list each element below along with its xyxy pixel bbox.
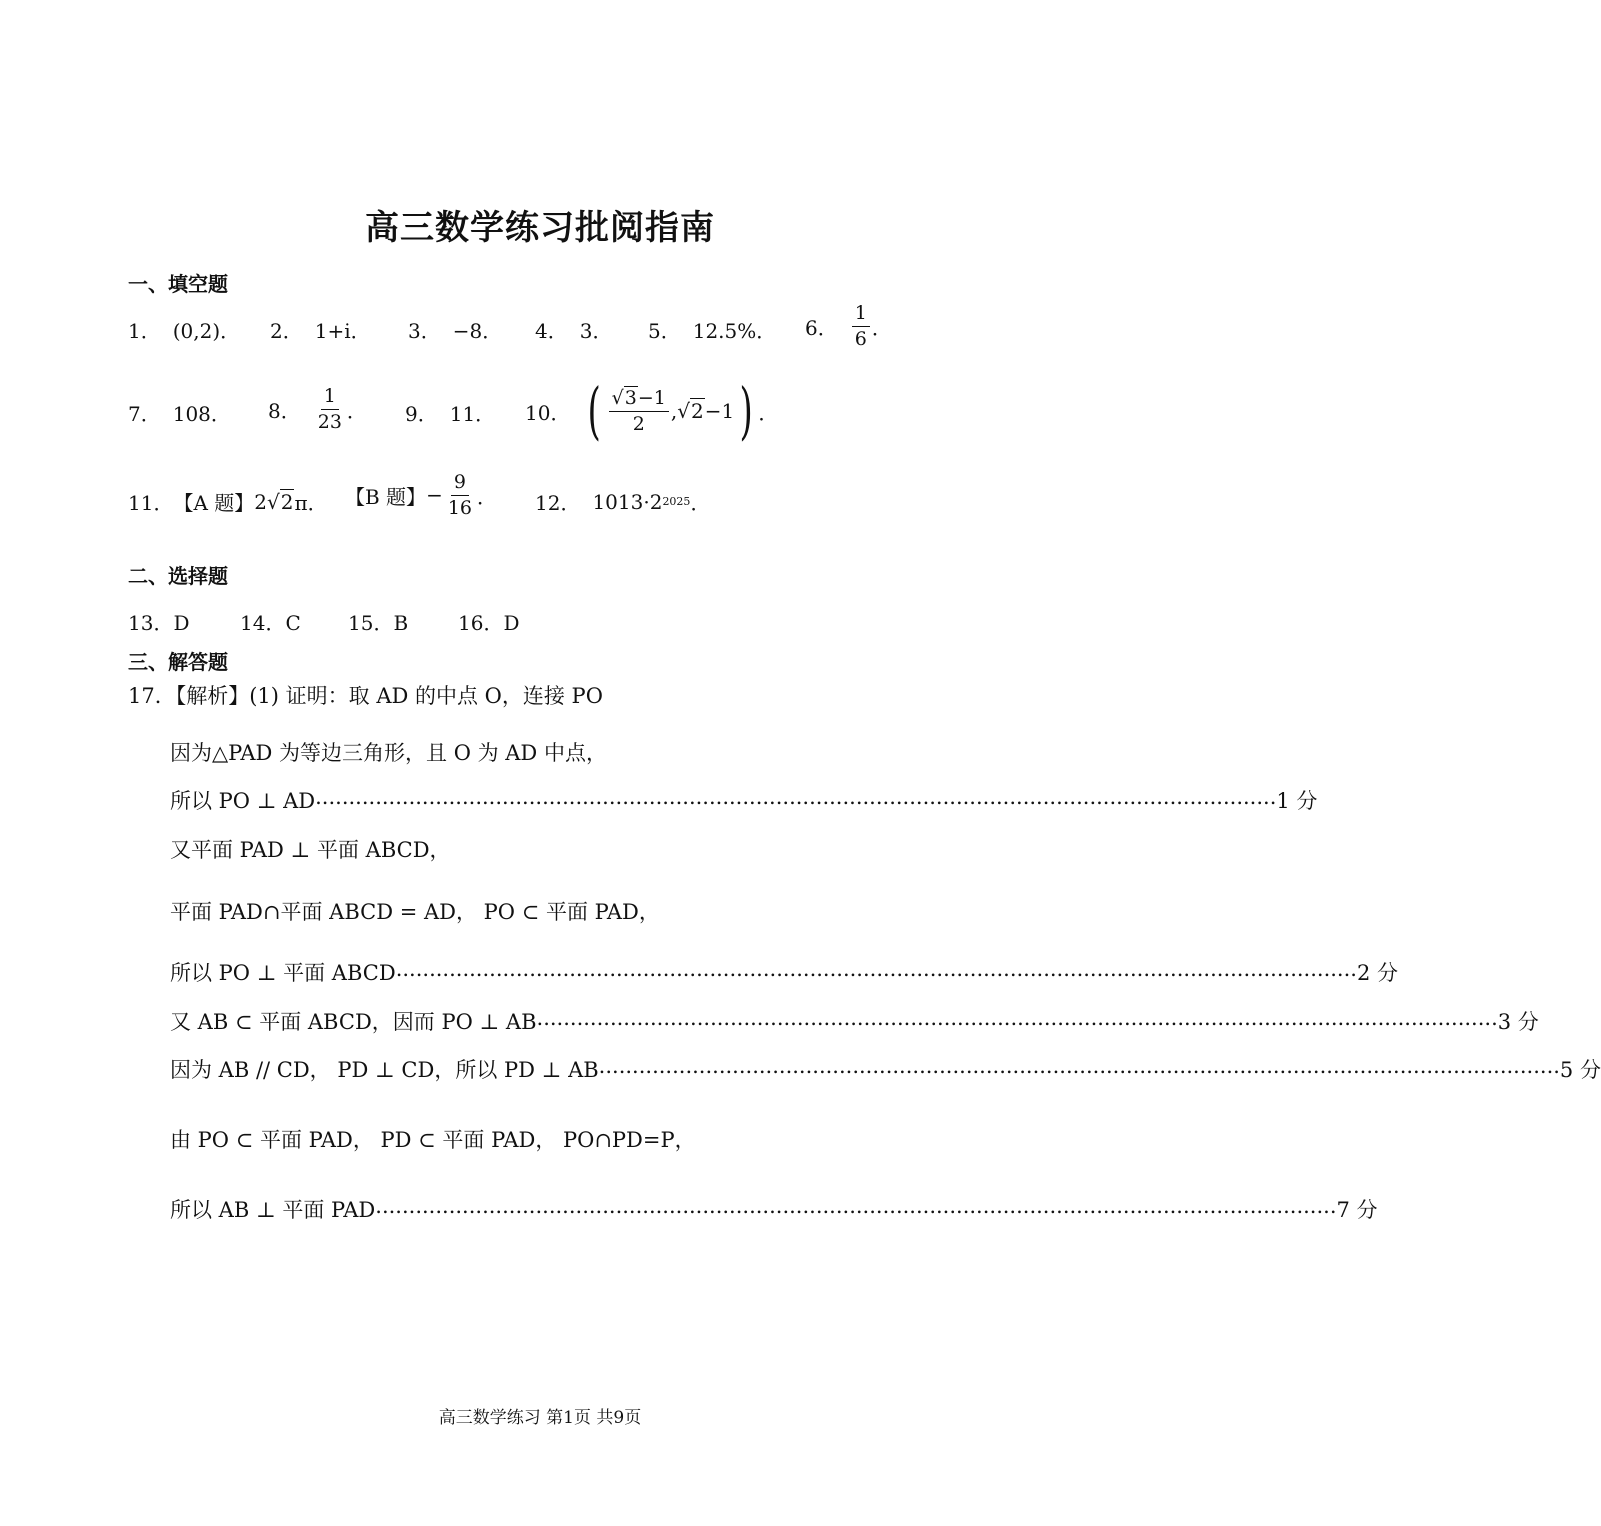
q17-line-2-text: 所以 PO ⊥ AD (170, 789, 316, 813)
q6-fraction (852, 303, 870, 350)
q17-line-2-score: 1 分 (1276, 789, 1318, 813)
q17-line-9-text: 所以 AB ⊥ 平面 PAD (170, 1198, 376, 1222)
q17-line-8-text: 由 PO ⊂ 平面 PAD， PD ⊂ 平面 PAD， PO∩PD=P， (170, 1128, 696, 1152)
q11-b-numerator: 9 (451, 472, 469, 496)
q8-tail: ． (346, 398, 367, 423)
q17-header: 17．【解析】(1) 证明：取 AD 的中点 O，连接 PO (128, 684, 603, 708)
choice-answer-16: 16．D (458, 611, 520, 635)
q17-line-9 (170, 1194, 1378, 1224)
answer-q2 (270, 315, 371, 344)
section-heading-fill: 一、填空题 (128, 272, 228, 296)
choice-answer-15: 15．B (348, 611, 409, 635)
q5-number: 5． (648, 319, 681, 343)
q9-number: 9． (405, 402, 438, 426)
q1-value: (0,2)． (172, 319, 241, 343)
q10-root2-tail: −1 (704, 399, 735, 423)
q3-number: 3． (408, 319, 441, 343)
answer-q12 (535, 487, 710, 516)
q10-root2: 2 (690, 399, 704, 423)
q17-line-5-text: 所以 PO ⊥ 平面 ABCD (170, 961, 396, 985)
q17-line-6 (170, 1006, 1539, 1036)
answer-q1 (128, 315, 240, 344)
q17-line-6-leader: ................................................................................................................................................ (536, 1006, 1498, 1030)
q10-root3: 3 (624, 386, 637, 409)
q8-fraction (315, 386, 345, 433)
q10-num-tail: −1 (637, 386, 666, 409)
q4-number: 4． (535, 319, 568, 343)
q11-a-coef: 2 (254, 489, 267, 514)
q6-number: 6． (805, 315, 838, 340)
q11-a-tail: π． (294, 491, 328, 515)
q8-denominator: 23 (317, 410, 342, 433)
q6-numerator: 1 (852, 303, 870, 327)
q10-close-paren-icon: ) (739, 374, 753, 447)
section-heading-solve: 三、解答题 (128, 650, 228, 674)
q11-b-tail: ． (477, 484, 498, 509)
q17-line-9-leader: ................................................................................................................................................ (375, 1194, 1337, 1218)
q4-value: 3． (579, 319, 613, 343)
q10-open-paren-icon: ( (587, 374, 602, 447)
q6-tail: ． (871, 315, 892, 340)
page-footer: 高三数学练习 第1页 共9页 (438, 1408, 642, 1428)
q5-value: 12.5%． (692, 319, 777, 343)
q8-number: 8． (268, 398, 301, 423)
page-title: 高三数学练习批阅指南 (365, 208, 715, 248)
q17-line-8 (170, 1124, 696, 1154)
q12-tail: ． (690, 491, 711, 515)
q1-number: 1． (128, 319, 161, 343)
q11-a-root: 2 (280, 489, 294, 514)
answer-q6 (805, 303, 892, 350)
q17-line-4 (170, 896, 660, 926)
q17-line-3 (170, 834, 451, 864)
answer-q4 (535, 315, 612, 344)
q10-denominator: 2 (632, 412, 645, 435)
q17-line-1 (170, 737, 607, 767)
q12-number: 12． (535, 491, 581, 515)
q11-b-fraction (445, 472, 475, 519)
q17-line-1-text: 因为△PAD 为等边三角形，且 O 为 AD 中点， (170, 741, 607, 765)
q2-value: 1+i． (314, 319, 371, 343)
q17-line-3-text: 又平面 PAD ⊥ 平面 ABCD， (170, 838, 451, 862)
q10-numerator: √3−1 (609, 388, 669, 412)
q17-line-2 (170, 785, 1318, 815)
answer-q10 (525, 374, 779, 447)
q17-line-4-text: 平面 PAD∩平面 ABCD = AD， PO ⊂ 平面 PAD， (170, 900, 660, 924)
q17-line-7-score: 5 分 (1559, 1058, 1601, 1082)
q17-line-6-score: 3 分 (1497, 1010, 1539, 1034)
q17-line-7-leader: ................................................................................................................................................ (598, 1054, 1560, 1078)
answer-q11a (128, 487, 328, 516)
answer-q5 (648, 315, 776, 344)
q7-number: 7． (128, 402, 161, 426)
q11-number: 11． (128, 491, 174, 515)
q10-tail: ． (758, 400, 779, 425)
q2-number: 2． (270, 319, 303, 343)
answer-q11b (345, 472, 497, 519)
answer-q7 (128, 398, 231, 427)
q17-line-6-text: 又 AB ⊂ 平面 ABCD，因而 PO ⊥ AB (170, 1010, 537, 1034)
q17-line-7-text: 因为 AB // CD， PD ⊥ CD，所以 PD ⊥ AB (170, 1058, 599, 1082)
q11-a-root-wrap: √2 (267, 489, 294, 514)
section-heading-choice: 二、选择题 (128, 564, 228, 588)
q17-line-9-score: 7 分 (1336, 1198, 1378, 1222)
q17-line-5 (170, 957, 1398, 987)
answer-q8 (268, 386, 367, 433)
q11-a-label: 【A 题】 (173, 491, 255, 515)
q6-denominator: 6 (854, 327, 867, 350)
q10-root2-wrap: √2 (677, 399, 704, 423)
q9-value: 11． (449, 402, 496, 426)
q12-exponent: 2025 (662, 495, 691, 508)
q11-b-sign: − (426, 483, 443, 508)
q10-fraction (609, 388, 669, 435)
q12-base: 1013·2 (592, 489, 663, 514)
q17-line-5-leader: ................................................................................................................................................ (395, 957, 1357, 981)
choice-answer-13: 13．D (128, 611, 190, 635)
answer-q9 (405, 398, 495, 427)
q11-b-denominator: 16 (447, 496, 473, 519)
q3-value: −8． (452, 319, 503, 343)
q17-line-5-score: 2 分 (1356, 961, 1398, 985)
q17-line-7 (170, 1054, 1601, 1084)
q11-b-label: 【B 题】 (345, 484, 427, 509)
q10-comma: , (670, 399, 678, 423)
q10-number: 10． (525, 400, 571, 425)
q17-line-2-leader: ................................................................................................................................................ (315, 785, 1277, 809)
choice-answer-14: 14．C (240, 611, 301, 635)
q8-numerator: 1 (321, 386, 339, 410)
answer-q3 (408, 315, 502, 344)
q7-value: 108． (172, 402, 231, 426)
